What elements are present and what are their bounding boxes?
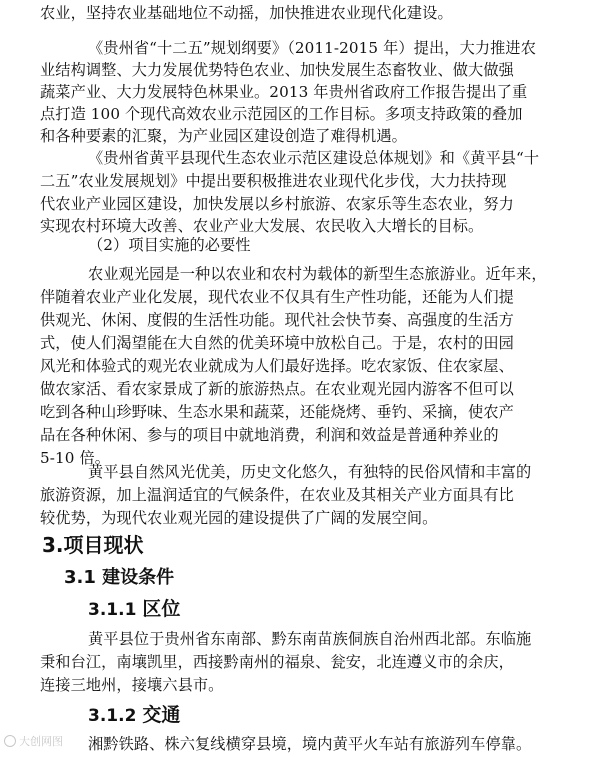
paragraph-line: 《贵州省“十二五”规划纲要》（2011-2015 年）提出，大力推进农 (88, 39, 537, 57)
paragraph-line: 《贵州省黄平县现代生态农业示范区建设总体规划》和《黄平县“十 (88, 149, 540, 167)
watermark-logo-icon (4, 735, 16, 747)
paragraph-transport-line: 湘黔铁路、株六复线横穿县境，境内黄平火车站有旅游列车停靠。 (88, 735, 532, 753)
paragraph-line: 代农业产业园区建设，加快发展以乡村旅游、农家乐等生态农业，努力 (40, 195, 514, 213)
subheading-necessity: （2）项目实施的必要性 (88, 236, 251, 254)
section-number: 3.1.2 (88, 706, 143, 726)
section-heading-3: 3.项目现状 (42, 533, 144, 557)
watermark (4, 733, 63, 749)
section-heading-3-1-2 (88, 703, 180, 728)
section-title: 交通 (142, 704, 181, 726)
watermark-text: 大创网图 (19, 735, 63, 748)
paragraph-line: 做农家活、看农家景成了新的旅游热点。在农业观光园内游客不但可以 (40, 380, 514, 398)
paragraph-line: 式，使人们渴望能在大自然的优美环境中放松自己。于是，农村的田园 (40, 334, 514, 352)
section-number: 3.1.1 (88, 600, 137, 620)
paragraph-line: 品在各种休闲、参与的项目中就地消费，利润和效益是普通种养业的 (40, 426, 499, 444)
paragraph-line: 吃到各种山珍野味、生态水果和蔬菜，还能烧烤、垂钓、采摘，使农产 (40, 403, 514, 421)
paragraph-line: 旅游资源，加上温润适宜的气候条件，在农业及其相关产业方面具有比 (40, 486, 514, 504)
paragraph-line: 风光和体验式的观光农业就成为人们最好选择。吃农家饭、住农家屋、 (40, 357, 514, 375)
paragraph-line: 蔬菜产业、大力发展特色林果业。2013 年贵州省政府工作报告提出了重 (40, 83, 528, 101)
paragraph-line: 连接三地州，接壤六县市。 (40, 676, 224, 694)
section-heading-3-1-1 (88, 597, 180, 622)
paragraph-line: 供观光、休闲、度假的生活性功能。现代社会快节奏、高强度的生活方 (40, 311, 514, 329)
paragraph-line: 和各种要素的汇聚，为产业园区建设创造了难得机遇。 (40, 127, 407, 145)
paragraph-line: 黄平县位于贵州省东南部、黔东南苗族侗族自治州西北部。东临施 (88, 630, 532, 648)
paragraph-line: 实现农村环境大改善、农业产业大发展、农民收入大增长的目标。 (40, 217, 484, 235)
paragraph-line: 伴随着农业产业化发展，现代农业不仅具有生产性功能，还能为人们提 (40, 288, 514, 306)
paragraph-line: 农业观光园是一种以农业和农村为载体的新型生态旅游业。近年来， (88, 265, 547, 283)
paragraph-line: 较优势，为现代农业观光园的建设提供了广阔的发展空间。 (40, 509, 438, 527)
section-title: 区位 (142, 598, 181, 620)
section-heading-3-1: 3.1 建设条件 (64, 567, 175, 588)
paragraph-line: 秉和台江，南壤凯里，西接黔南州的福泉、瓮安，北连遵义市的余庆， (40, 653, 514, 671)
paragraph-line: 二五”农业发展规划》中提出要积极推进农业现代化步伐，大力扶持现 (40, 172, 507, 190)
paragraph-line: 农业，坚持农业基础地位不动摇，加快推进农业现代化建设。 (40, 4, 453, 22)
paragraph-line: 黄平县自然风光优美，历史文化悠久，有独特的民俗风情和丰富的 (88, 463, 532, 481)
paragraph-line: 点打造 100 个现代高效农业示范园区的工作目标。多项支持政策的叠加 (40, 105, 523, 123)
paragraph-line: 5-10 倍。 (40, 449, 111, 467)
paragraph-line: 业结构调整、大力发展优势特色农业、加快发展生态畜牧业、做大做强 (40, 61, 514, 79)
